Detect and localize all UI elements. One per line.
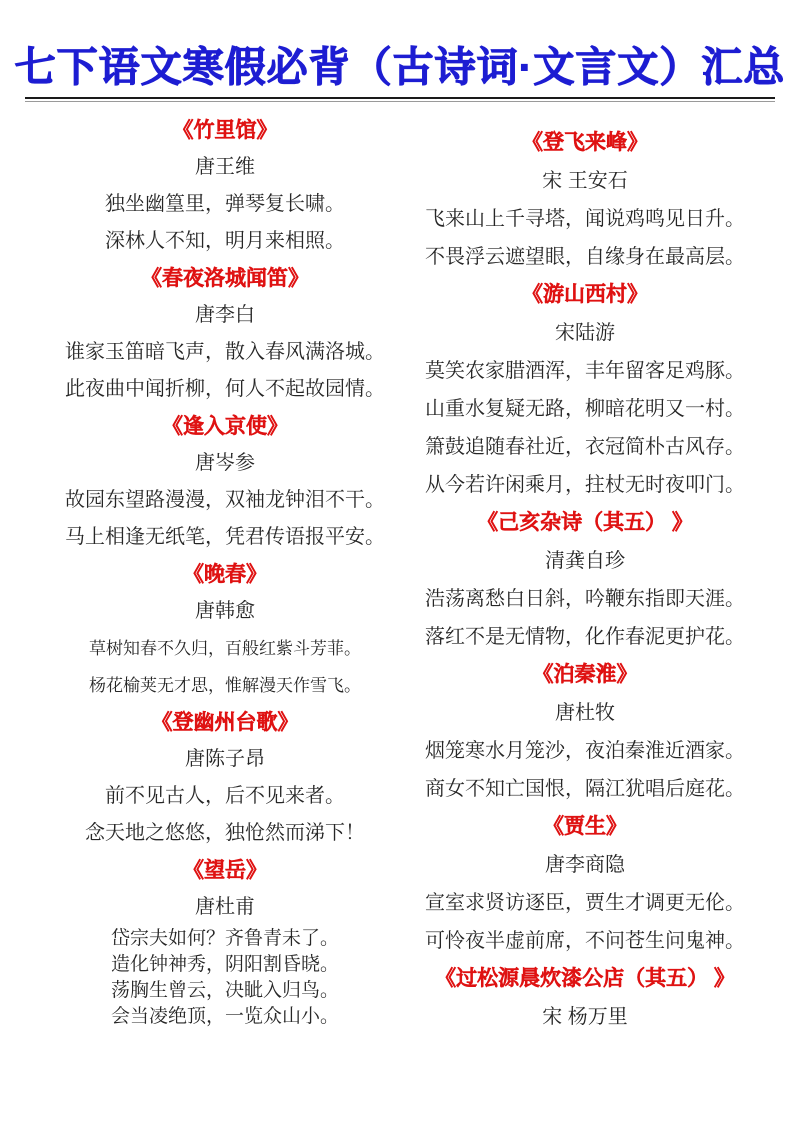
- poem-title: 《春夜洛城闻笛》: [141, 267, 309, 290]
- columns-container: [0, 112, 800, 1036]
- poem-line: 造化钟神秀，阴阳割昏晓。: [110, 954, 339, 975]
- poem-line: 浩荡离愁白日斜，吟鞭东指即天涯。: [425, 588, 745, 610]
- poem-title: 《游山西村》: [522, 283, 648, 306]
- poem-author: 唐李商隐: [545, 854, 625, 876]
- poem-author: 清龚自珍: [545, 550, 625, 572]
- poem-section: [415, 808, 755, 960]
- poem-line: 宣室求贤访逐臣，贾生才调更无伦。: [425, 892, 745, 914]
- poem-line: 烟笼寒水月笼沙，夜泊秦淮近酒家。: [425, 740, 745, 762]
- poem-author: 唐陈子昂: [185, 748, 265, 770]
- right-column: [415, 112, 755, 1036]
- poem-section: [35, 852, 415, 1030]
- poem-author: 唐岑参: [195, 452, 255, 474]
- poem-title: 《登飞来峰》: [522, 131, 648, 154]
- poem-section: [415, 276, 755, 504]
- poem-line: 莫笑农家腊酒浑，丰年留客足鸡豚。: [425, 360, 745, 382]
- poem-line: 飞来山上千寻塔，闻说鸡鸣见日升。: [425, 208, 745, 230]
- poem-section: [415, 960, 755, 1036]
- poem-title: 《过松源晨炊漆公店（其五） 》: [435, 967, 735, 990]
- poem-line: 杨花榆荚无才思，惟解漫天作雪飞。: [89, 676, 361, 695]
- poem-section: [35, 556, 415, 704]
- left-column: [35, 112, 415, 1036]
- poem-section: [35, 112, 415, 260]
- title-rule: [25, 97, 775, 102]
- poem-author: 唐李白: [195, 304, 255, 326]
- poem-line: 不畏浮云遮望眼，自缘身在最高层。: [425, 246, 745, 268]
- poem-line: 会当凌绝顶，一览众山小。: [110, 1006, 339, 1027]
- poem-section: [415, 504, 755, 656]
- poem-line: 故园东望路漫漫，双袖龙钟泪不干。: [65, 489, 385, 511]
- poem-section: [415, 656, 755, 808]
- poem-line: 念天地之悠悠，独怆然而涕下！: [85, 822, 365, 844]
- poem-author: 宋 杨万里: [542, 1006, 628, 1028]
- poem-line: 马上相逢无纸笔，凭君传语报平安。: [65, 526, 385, 548]
- poem-title: 《己亥杂诗（其五） 》: [477, 511, 693, 534]
- poem-line: 荡胸生曾云，决眦入归鸟。: [110, 980, 339, 1001]
- poem-title: 《竹里馆》: [172, 119, 278, 142]
- poem-title: 《登幽州台歌》: [151, 711, 299, 734]
- poem-line: 落红不是无情物，化作春泥更护花。: [425, 626, 745, 648]
- poem-line: 从今若许闲乘月，拄杖无时夜叩门。: [425, 474, 745, 496]
- poem-author: 宋 王安石: [542, 170, 628, 192]
- poem-line: 前不见古人，后不见来者。: [105, 785, 345, 807]
- poem-section: [35, 704, 415, 852]
- poem-author: 唐杜甫: [195, 896, 255, 918]
- poem-line: 独坐幽篁里，弹琴复长啸。: [105, 193, 345, 215]
- poem-title: 《泊秦淮》: [532, 663, 638, 686]
- poem-section: [35, 260, 415, 408]
- poem-title: 《望岳》: [183, 859, 267, 882]
- poem-author: 唐韩愈: [195, 600, 255, 622]
- poem-author: 宋陆游: [555, 322, 615, 344]
- poem-line: 山重水复疑无路，柳暗花明又一村。: [425, 398, 745, 420]
- poem-line: 深林人不知，明月来相照。: [105, 230, 345, 252]
- poem-author: 唐杜牧: [555, 702, 615, 724]
- poem-author: 唐王维: [195, 156, 255, 178]
- poem-stanza: [35, 926, 415, 1030]
- poem-line: 箫鼓追随春社近，衣冠简朴古风存。: [425, 436, 745, 458]
- poem-line: 岱宗夫如何？齐鲁青未了。: [110, 928, 339, 949]
- poem-title: 《逢入京使》: [162, 415, 288, 438]
- poem-section: [415, 124, 755, 276]
- poem-line: 谁家玉笛暗飞声，散入春风满洛城。: [65, 341, 385, 363]
- document-title: 七下语文寒假必背（古诗词·文言文）汇总: [14, 44, 786, 90]
- poem-section: [35, 408, 415, 556]
- poem-line: 草树知春不久归，百般红紫斗芳菲。: [89, 639, 361, 658]
- poem-line: 商女不知亡国恨，隔江犹唱后庭花。: [425, 778, 745, 800]
- poem-line: 此夜曲中闻折柳，何人不起故园情。: [65, 378, 385, 400]
- poem-title: 《晚春》: [183, 563, 267, 586]
- poem-title: 《贾生》: [543, 815, 627, 838]
- poem-line: 可怜夜半虚前席，不问苍生问鬼神。: [425, 930, 745, 952]
